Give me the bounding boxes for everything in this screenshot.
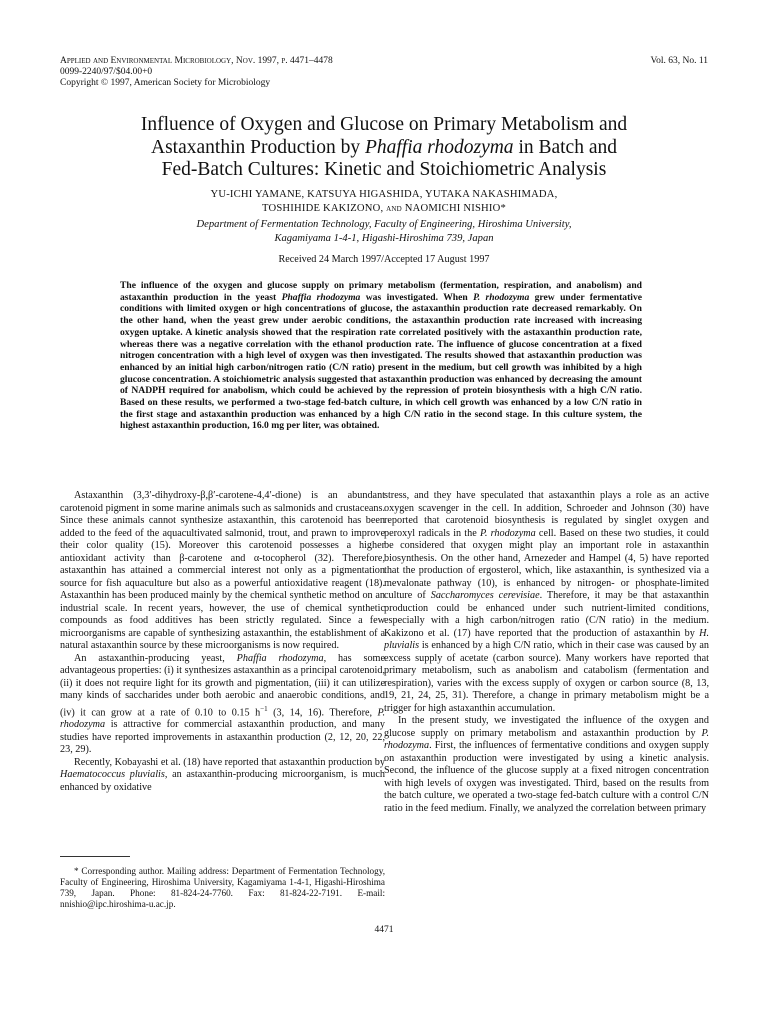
copyright-line: Copyright © 1997, American Society for Microbiology — [60, 78, 271, 88]
title-line-3: Fed-Batch Cultures: Kinetic and Stoichiometric Analysis — [161, 159, 607, 180]
author-list — [60, 188, 708, 216]
left-p2-species-2: P. rhodozyma — [60, 706, 385, 731]
intro-paragraph-3 — [60, 757, 385, 795]
left-p2-superscript: −1 — [260, 704, 268, 713]
intro-paragraph-2 — [60, 653, 385, 757]
right-p2-text-b: . First, the influences of fermentative conditions and oxygen supply on astaxanthin production were investigated by using a kinetic analysis. Second, the influence of the glucose supply at a fixed nitrogen concentration with high levels of oxygen was investigated. Third, based on the results from the batch culture, we operated a two-stage fed-batch culture with a control C/N ratio in the feed medium. Finally, we analyzed the correlation between primary — [384, 740, 709, 814]
title-species: Phaffia rhodozyma — [364, 136, 514, 158]
journal-citation: Applied and Environmental Microbiology, Nov. 1997, p. 4471–4478 — [60, 56, 333, 66]
title-line-2-end: in Batch and — [513, 136, 617, 158]
corresponding-author-footnote — [60, 866, 385, 910]
right-p1-species-3: H. pluvialis — [384, 627, 709, 651]
issn-price: 0099-2240/97/$04.00+0 — [60, 67, 153, 77]
right-p2-species: P. rhodozyma — [384, 727, 709, 751]
affiliation-line-2: Kagamiyama 1-4-1, Higashi-Hiroshima 739, Japan — [274, 233, 494, 244]
abstract-text-3: grew under fermentative conditions with limited oxygen or high concentrations of glucose, the astaxanthin production rate decreased remarkably. On the other hand, when the yeast grew under aerobic conditions, the astaxanthin production rate increased with increasing oxygen uptake. A kinetic analysis showed that the respiration rate correlated positively with the astaxanthin production rate, whereas there was a negative correlation with the ethanol production rate. The influence of glucose concentration at a fixed nitrogen concentration with a high level of oxygen was then investigated. The results showed that astaxanthin production was enhanced by an initial high carbon/nitrogen ratio (C/N ratio) present in the medium, but cell growth was inhibited by a high glucose concentration. A stoichiometric analysis suggested that astaxanthin production was enhanced by decreasing the amount of NADPH required for anabolism, which could be achieved by the repression of protein biosynthesis with a high C/N ratio. Based on these results, we performed a two-stage fed-batch culture, in which cell growth was enhanced by a low C/N ratio in the first stage and astaxanthin production was enhanced by a high C/N ratio in the second stage. In this culture system, the highest astaxanthin production, 16.0 mg per liter, was obtained. — [120, 291, 643, 432]
volume-issue: Vol. 63, No. 11 — [650, 56, 708, 66]
footnote-text: * Corresponding author. Mailing address: Department of Fermentation Technology, Faculty of Engineering, Hiroshima University, Kagamiyama 1-4-1, Higashi-Hiroshima 739, Japan. Phone: 81-824-24-7760. Fax: 81-824-22-7191. E-mail: nnishio@ipc.hiroshima-u.ac.jp. — [60, 866, 385, 909]
page-number: 4471 — [374, 925, 394, 935]
right-p1-text-b: cell. Based on these two studies, it could be considered that oxygen might play an important role in astaxanthin biosynthesis. On the other hand, Arnezeder and Hampel (4, 5) have reported that the production of ergosterol, which, like astaxanthin, is synthesized via a mevalonate pathway (10), is enhanced by nitrogen- or phosphate-limited culture of — [384, 527, 709, 601]
right-p1-species-1: P. rhodozyma — [479, 527, 536, 539]
intro-paragraph-3-continued — [384, 490, 709, 715]
abstract-text-1: The influence of the oxygen and glucose supply on primary metabolism (fermentation, respiration, and anabolism) and astaxanthin production in the yeast — [120, 280, 642, 303]
left-p2-text-d: is attractive for commercial astaxanthin production, and many studies have reported improvements in astaxanthin production (2, 12, 20, 22, 23, 29). — [60, 719, 385, 756]
authors-line-1: YU-ICHI YAMANE, KATSUYA HIGASHIDA, YUTAKA NAKASHIMADA, — [210, 189, 558, 200]
intro-paragraph-4 — [384, 715, 709, 815]
authors-and: and — [386, 203, 402, 214]
left-p2-text-c: (3, 14, 16). Therefore, — [267, 706, 378, 718]
authors-line-2-start: TOSHIHIDE KAKIZONO, — [262, 203, 387, 214]
affiliation-line-1: Department of Fermentation Technology, Faculty of Engineering, Hiroshima University, — [196, 219, 572, 230]
right-p1-text-d: is enhanced by a high C/N ratio, which in their case was caused by an excess supply of acetate (carbon source). Many workers have reported that primary metabolism, such as anabolism and catabolism (fermentation and respiration), varies with the excess supply of oxygen or carbon source (8, 13, 19, 21, 24, 25, 31). Therefore, a change in primary metabolism might be a trigger for high astaxanthin accumulation. — [384, 640, 709, 714]
title-line-2-start: Astaxanthin Production by — [151, 136, 365, 158]
abstract-species-1: Phaffia rhodozyma — [281, 291, 361, 303]
right-p1-text-a: stress, and they have speculated that astaxanthin plays a role as an active oxygen scavenger in the cell. In addition, Schroeder and Johnson (30) have reported that carotenoid biosynthesis is regulated by singlet oxygen and peroxyl radicals in the — [384, 490, 709, 539]
left-p3-text-a: Recently, Kobayashi et al. (18) have reported that astaxanthin production by — [74, 756, 385, 768]
left-p3-text-b: , an astaxanthin-producing microorganism, is much enhanced by oxidative — [60, 769, 385, 793]
title-line-2 — [60, 137, 708, 160]
body-left-column — [60, 490, 385, 794]
affiliation — [60, 218, 708, 246]
footnote-rule — [60, 856, 130, 857]
received-accepted-dates: Received 24 March 1997/Accepted 17 August 1997 — [278, 254, 490, 265]
authors-line-2-end: NAOMICHI NISHIO* — [401, 203, 506, 214]
body-right-column — [384, 490, 709, 815]
right-p1-species-2: Saccharomyces cerevisiae — [430, 590, 540, 601]
abstract-species-2: P. rhodozyma — [473, 291, 530, 303]
left-p2-species-1: Phaffia rhodozyma — [236, 652, 324, 664]
right-p2-text-a: In the present study, we investigated the influence of the oxygen and glucose supply on primary metabolism and astaxanthin production by — [384, 715, 709, 739]
article-title — [60, 114, 708, 182]
abstract-text-2: was investigated. When — [360, 291, 474, 303]
intro-paragraph-1: Astaxanthin (3,3′-dihydroxy-β,β′-carotene-4,4′-dione) is an abundant carotenoid pigment in some marine animals such as salmonids and crustaceans. Since these animals cannot synthesize astaxanthin, this carotenoid has been added to the feed of the aquacultivated salmonid, trout, and prawn to improve their color quality (15). Moreover this carotenoid possesses a higher antioxidant activity than β-carotene and α-tocopherol (32). Therefore, astaxanthin has attained a commercial interest not only as a pigmentation source for fish aquaculture but also as a powerful antioxidative reagent (18). Astaxanthin has been produced mainly by the chemical synthetic method on an industrial scale. In recent years, however, the use of chemical synthetic compounds as food additives has been strictly regulated. Since a few microorganisms are capable of synthesizing astaxanthin, the establishment of a natural astaxanthin source by these microorganisms is now required. — [60, 490, 385, 651]
abstract — [120, 280, 642, 432]
title-line-1: Influence of Oxygen and Glucose on Primary Metabolism and — [140, 114, 628, 135]
left-p2-text-a: An astaxanthin-producing yeast, — [74, 652, 237, 664]
authors-line-2 — [60, 202, 708, 216]
left-p2-text-b: , has some advantageous properties: (i) it synthesizes astaxanthin as a principal carotenoid, (ii) it does not require light for its growth and pigmentation, (iii) it can utilize many kinds of saccharides under both aerobic and anaerobic conditions, and (iv) it can grow at a rate of 0.10 to 0.15 h — [60, 652, 386, 718]
left-p3-species: Haematococcus pluvialis — [60, 769, 165, 781]
right-p1-text-c: . Therefore, it may be that astaxanthin production could be enhanced under such nutrient-limited conditions, especially with a high carbon/nitrogen ratio (C/N ratio) in the medium. Kakizono et al. (17) have reported that the production of astaxanthin by — [384, 590, 709, 639]
